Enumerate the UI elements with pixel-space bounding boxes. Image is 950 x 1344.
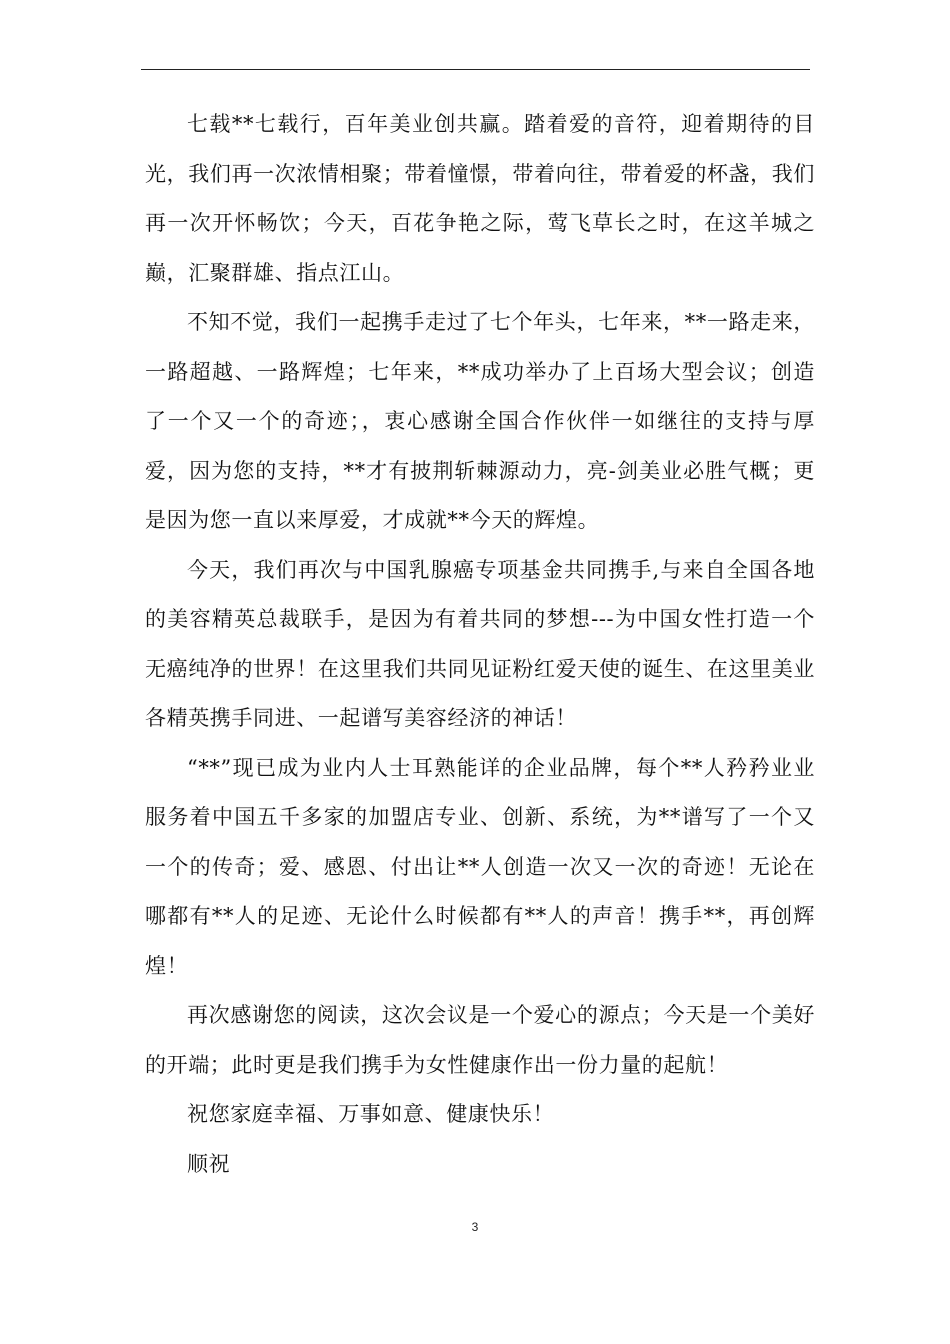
paragraph-closing: 顺祝 [187,1151,231,1176]
document-body [145,100,815,1189]
paragraph-brand: “**”现已成为业内人士耳熟能详的企业品牌，每个**人矜矜业业服务着中国五千多家的加盟店专业、创新、系统，为**谱写了一个又一个的传奇；爱、感恩、付出让**人创造一次又一次的奇迹！无论在哪都有**人的足迹、无论什么时候都有**人的声音！携手**，再创辉煌！ [145,755,815,978]
paragraph-opening: 七载**七载行，百年美业创共赢。踏着爱的音符，迎着期待的目光，我们再一次浓情相聚；带着憧憬，带着向往，带着爱的杯盏，我们再一次开怀畅饮；今天，百花争艳之际，莺飞草长之时，在这羊城之巅，汇聚群雄、指点江山。 [145,112,815,285]
paragraph-thanks: 再次感谢您的阅读，这次会议是一个爱心的源点；今天是一个美好的开端；此时更是我们携手为女性健康作出一份力量的起航！ [145,1003,815,1077]
header-rule [141,69,810,70]
page-number: 3 [471,1220,479,1234]
paragraph-cancer-fund: 今天，我们再次与中国乳腺癌专项基金共同携手,与来自全国各地的美容精英总裁联手，是因为有着共同的梦想---为中国女性打造一个无癌纯净的世界！在这里我们共同见证粉红爱天使的诞生、在这里美业各精英携手同进、一起谱写美容经济的神话！ [145,557,815,730]
paragraph-wishes: 祝您家庭幸福、万事如意、健康快乐！ [187,1102,555,1126]
paragraph-seven-years: 不知不觉，我们一起携手走过了七个年头，七年来，**一路走来，一路超越、一路辉煌；七年来，**成功举办了上百场大型会议；创造了一个又一个的奇迹；，衷心感谢全国合作伙伴一如继往的支持与厚爱，因为您的支持，**才有披荆斩棘源动力，亮-剑美业必胜气概；更是因为您一直以来厚爱，才成就**今天的辉煌。 [145,310,815,532]
